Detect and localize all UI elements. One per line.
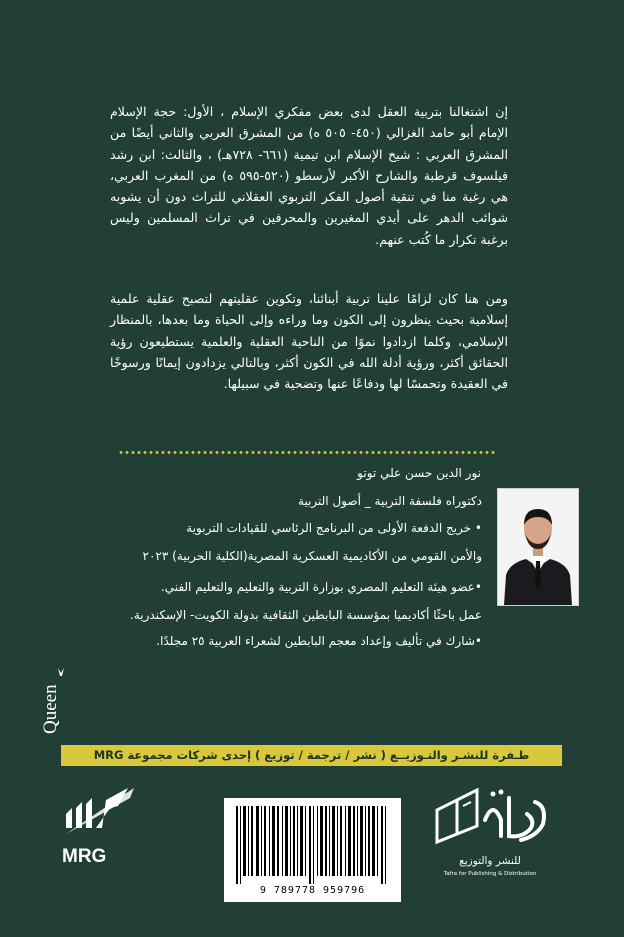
mrg-logo-text: MRG	[62, 846, 107, 867]
queen-logo-text: Queen	[40, 684, 61, 734]
tafra-logo-english: Tafra for Publishing & Distribution	[443, 871, 537, 877]
tafra-logo-arabic: للنشر والتوزيع	[459, 855, 521, 867]
author-bio-line: دكتوراه فلسفة التربية _ أصول التربية	[298, 494, 482, 508]
author-bio-line: • خريج الدفعة الأولى من البرنامج الرئاسي للقيادات التربوية	[186, 521, 482, 535]
author-bio-line: •عضو هيئة التعليم المصري بوزارة التربية والتعليم والتعليم الفني.	[160, 580, 482, 594]
mrg-logo	[56, 778, 140, 870]
author-bio-line: •شارك في تأليف وإعداد معجم البابطين لشعراء العربية ٢٥ مجلدًا.	[156, 634, 482, 648]
dotted-divider	[118, 451, 496, 454]
author-bio-line: والأمن القومي من الأكاديمية العسكرية المصرية(الكلية الحربية) ٢٠٢٣	[142, 549, 482, 563]
description-paragraph-2: ومن هنا كان لزامًا علينا تربية أبنائنا، وتكوين عقليتهم لتصبح عقلية علمية إسلامية بحيث ينظرون إلى الكون وما وراءه وإلى الحياة وما بعدها، بالمنظار الإسلامي، وكلما ازدادوا نموًا من الناحية العقلية والعلمية يستطيعون رؤية الحقائق أكثر، ورؤية أدلة الله في الكون أكثر، وبالتالي يزدادون إيمانًا ورسوخًا في العقيدة وتحمسًا لها ودفاعًا عنها وتضحية في سبيلها.	[110, 291, 508, 392]
author-photo	[497, 488, 579, 606]
author-bio-line: عمل باحثًا أكاديميا بمؤسسة البابطين الثقافية بدولة الكويت- الإسكندرية.	[130, 608, 482, 622]
barcode-digits: 9 789778 959796	[259, 885, 366, 896]
author-name: نور الدين حسن علي توتو	[357, 466, 481, 480]
description-paragraph-1: إن اشتغالنا بتربية العقل لدى بعض مفكري الإسلام ، الأول: حجة الإسلام الإمام أبو حامد الغزالي (٤٥٠- ٥٠٥ ه) من المشرق العربي والثاني أيضًا من المشرق العربي : شيخ الإسلام ابن تيمية (٦٦١- ٧٢٨هـ) ، والثالث: ابن رشد فيلسوف قرطبة والشارح الأكبر لأرسطو (٥٢٠-٥٩٥ ه) من المغرب العربي، هي رغبة منا في تنقية أصول الفكر التربوي العقلاني للتراث دون أن يشوبه شوائب الدهر على أيدي المغيرين والمحرفين في تراث المسلمين وليس برغبة تكرار ما كُتب عنهم.	[110, 104, 509, 247]
publisher-band: طـفرة للنشـر والتـوزيــع ( نشر / ترجمة / توزيع ) إحدى شركات مجموعة MRG	[61, 745, 562, 766]
barcode	[224, 798, 401, 902]
queen-designer-logo	[38, 664, 64, 736]
